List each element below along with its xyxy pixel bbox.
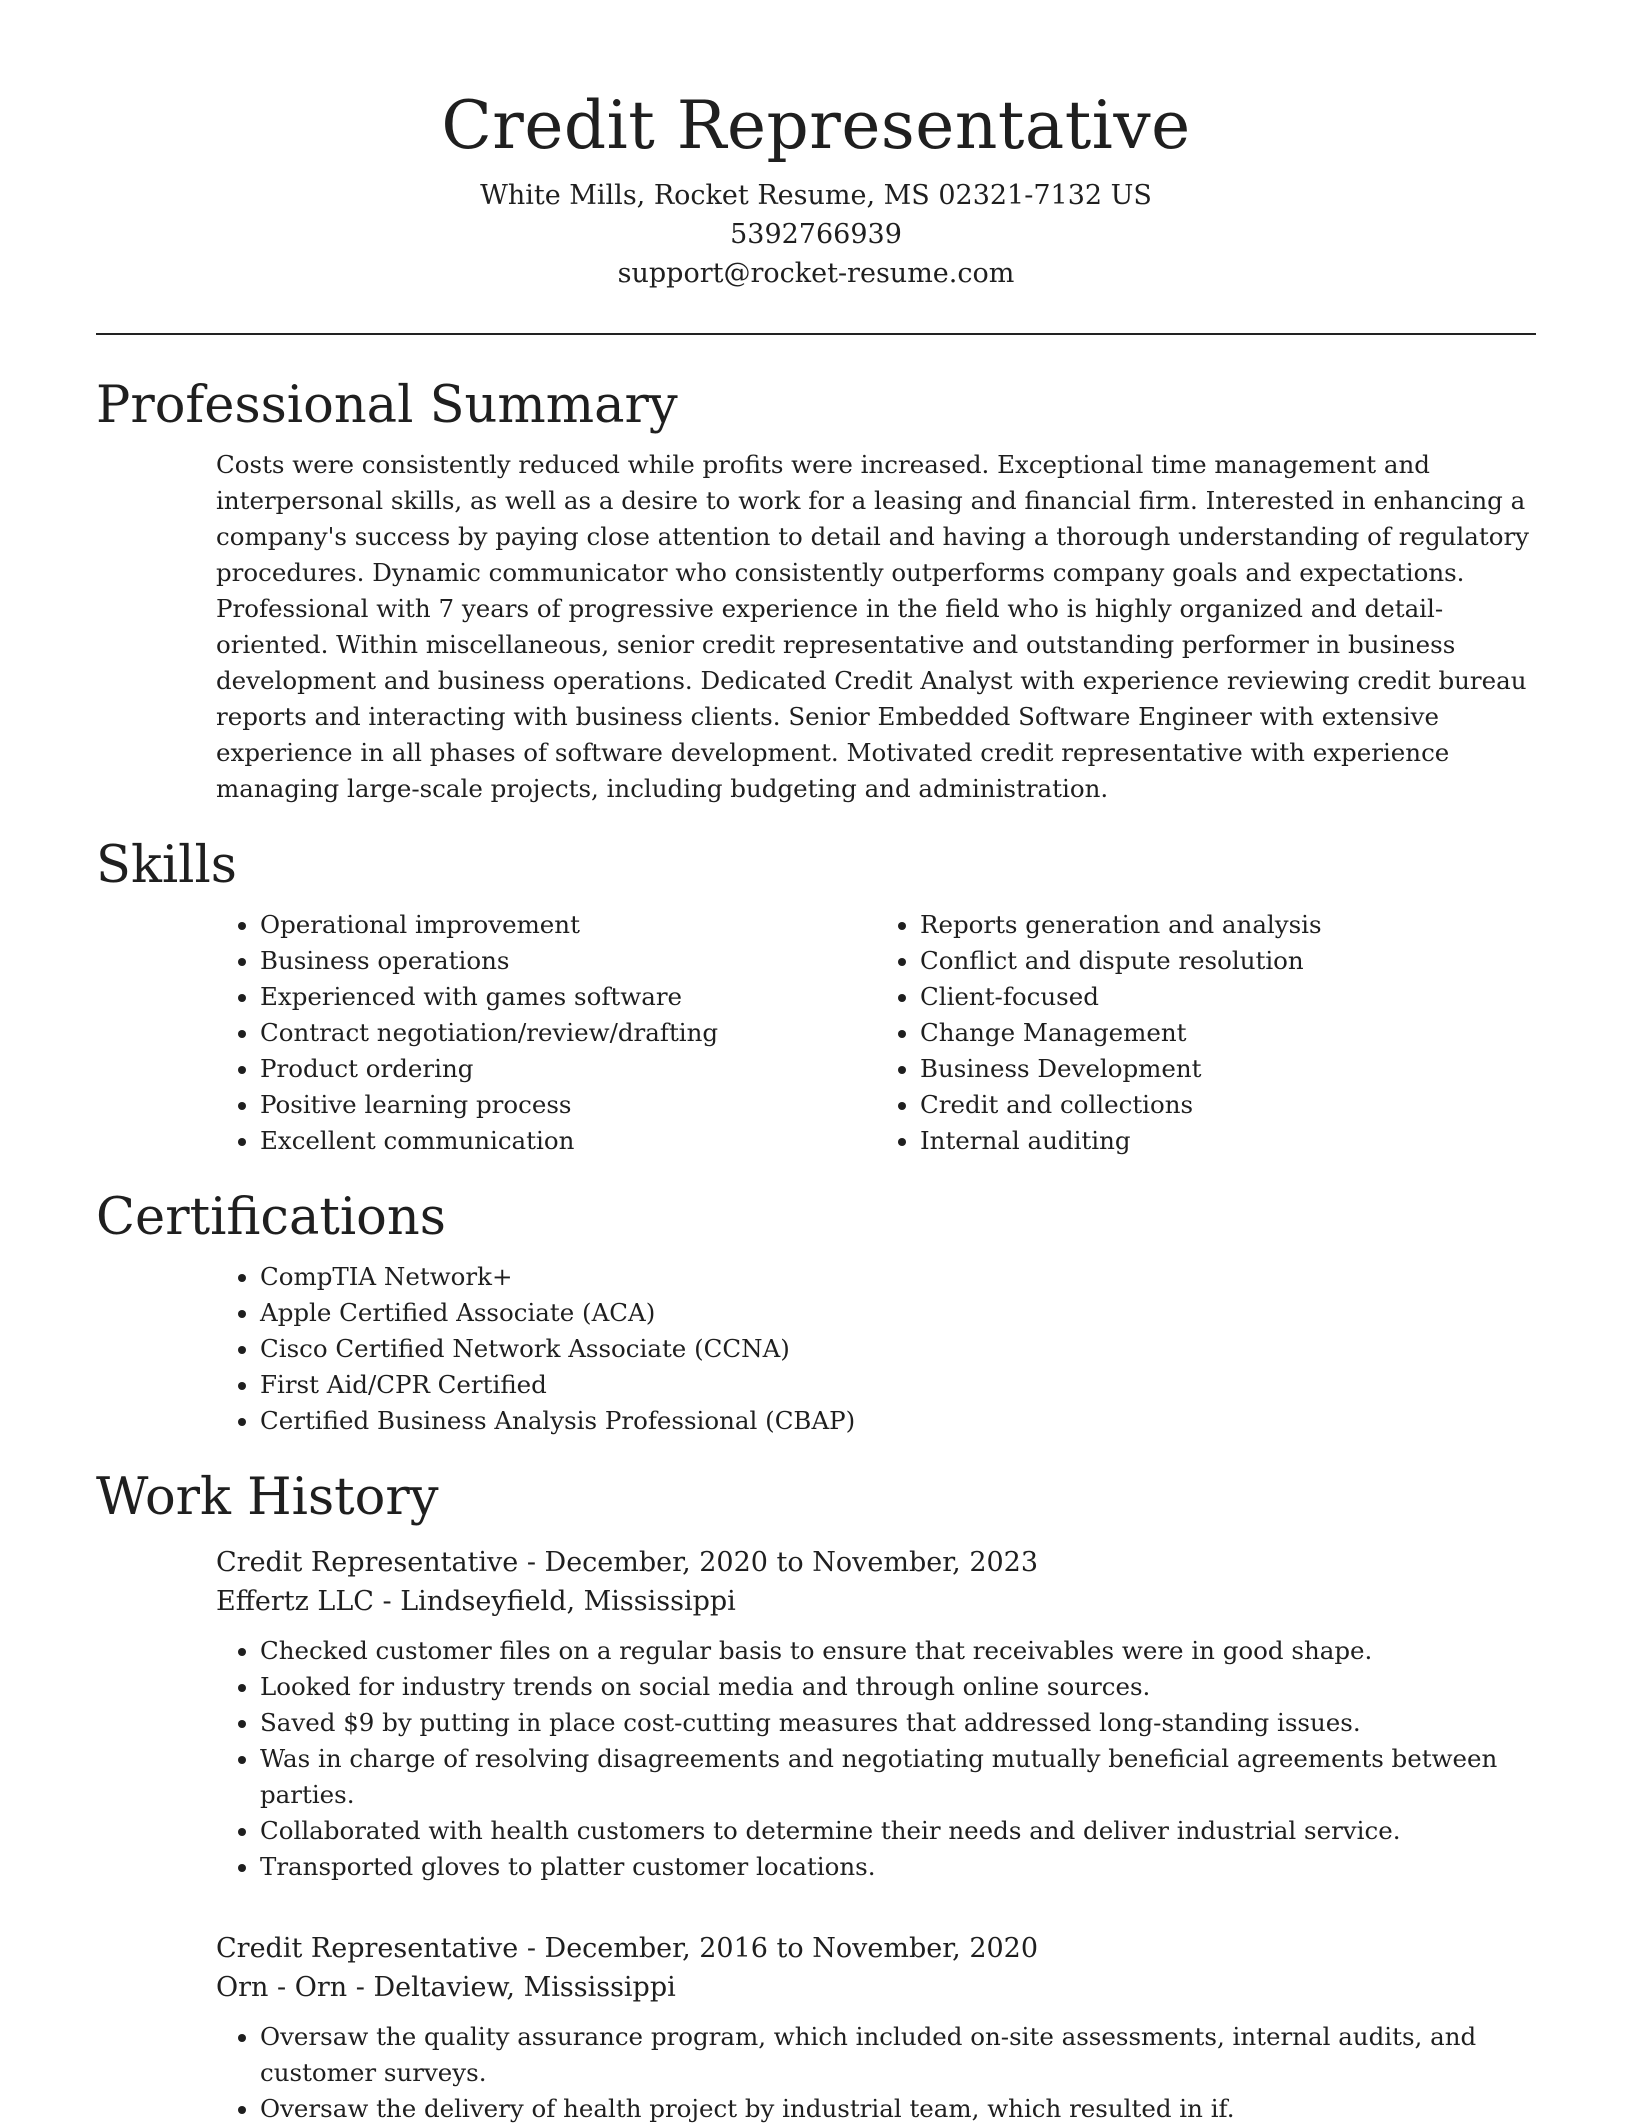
job-dates: - December, 2016 to November, 2020: [518, 1933, 1039, 1964]
contact-address: White Mills, Rocket Resume, MS 02321-7132 US: [480, 180, 1152, 211]
contact-email: support@rocket-resume.com: [617, 258, 1015, 289]
skill-item: • Reports generation and analysis: [920, 907, 1536, 943]
skills-heading: Skills: [96, 836, 237, 895]
job-company: Orn - Orn - Deltaview, Mississippi: [216, 1972, 676, 2003]
job-bullets: [216, 2019, 1536, 2127]
job-bullets: [216, 1633, 1536, 1885]
skill-item: • Contract negotiation/review/drafting: [260, 1015, 876, 1051]
job-entry: [216, 1929, 1536, 2127]
job-title-line: [216, 1543, 1536, 1582]
certification-item: • Certified Business Analysis Professional (CBAP): [260, 1403, 1536, 1439]
summary-section: [96, 375, 1536, 807]
certification-item: • CompTIA Network+: [260, 1259, 1536, 1295]
certifications-list: [216, 1259, 1536, 1439]
job-entry: [216, 1543, 1536, 1885]
skill-item: • Business Development: [920, 1051, 1536, 1087]
skill-item: • Business operations: [260, 943, 876, 979]
resume-page: [96, 0, 1536, 2127]
skill-item: • Experienced with games software: [260, 979, 876, 1015]
certification-item: • Cisco Certified Network Associate (CCNA): [260, 1331, 1536, 1367]
header-divider: [96, 333, 1536, 335]
skill-item: • Internal auditing: [920, 1123, 1536, 1159]
job-company: Effertz LLC - Lindseyfield, Mississippi: [216, 1586, 736, 1617]
job-bullet: • Checked customer files on a regular basis to ensure that receivables were in good shape.: [260, 1633, 1536, 1669]
summary-text: Costs were consistently reduced while profits were increased. Exceptional time management and interpersonal skills, as well as a desire to work for a leasing and financial firm. Interested in enhancing a company's success by paying close attention to detail and having a thorough understanding of regulatory procedures. Dynamic communicator who consistently outperforms company goals and expectations. Professional with 7 years of progressive experience in the field who is highly organized and detail-oriented. Within miscellaneous, senior credit representative and outstanding performer in business development and business operations. Dedicated Credit Analyst with experience reviewing credit bureau reports and interacting with business clients. Senior Embedded Software Engineer with extensive experience in all phases of software development. Motivated credit representative with experience managing large-scale projects, including budgeting and administration.: [216, 450, 1530, 803]
job-dates: - December, 2020 to November, 2023: [518, 1547, 1039, 1578]
job-bullet: • Was in charge of resolving disagreements and negotiating mutually beneficial agreements between parties.: [260, 1741, 1536, 1813]
certification-item: • First Aid/CPR Certified: [260, 1367, 1536, 1403]
resume-name: Credit Representative: [441, 87, 1191, 164]
job-bullet: • Oversaw the delivery of health project by industrial team, which resulted in if.: [260, 2091, 1536, 2127]
contact-phone: 5392766939: [730, 219, 902, 250]
job-bullet: • Looked for industry trends on social media and through online sources.: [260, 1669, 1536, 1705]
work-history-heading: Work History: [96, 1468, 439, 1527]
certifications-section: [96, 1187, 1536, 1439]
job-bullet: • Collaborated with health customers to determine their needs and deliver industrial service.: [260, 1813, 1536, 1849]
job-title: Credit Representative: [216, 1933, 519, 1964]
skill-item: • Credit and collections: [920, 1087, 1536, 1123]
certifications-heading: Certifications: [96, 1188, 446, 1247]
skill-item: • Operational improvement: [260, 907, 876, 943]
job-title-line: [216, 1929, 1536, 1968]
work-history-section: [96, 1467, 1536, 2127]
contact-block: [96, 176, 1536, 293]
skill-item: • Client-focused: [920, 979, 1536, 1015]
skills-right-list: [876, 907, 1536, 1159]
job-title: Credit Representative: [216, 1547, 519, 1578]
skills-columns: [216, 907, 1536, 1159]
job-bullet: • Oversaw the quality assurance program, which included on-site assessments, internal audits, and customer surveys.: [260, 2019, 1536, 2091]
skill-item: • Conflict and dispute resolution: [920, 943, 1536, 979]
skills-left-list: [216, 907, 876, 1159]
skill-item: • Excellent communication: [260, 1123, 876, 1159]
skill-item: • Change Management: [920, 1015, 1536, 1051]
job-bullet: • Transported gloves to platter customer locations.: [260, 1849, 1536, 1885]
summary-heading: Professional Summary: [96, 376, 678, 435]
job-bullet: • Saved $9 by putting in place cost-cutting measures that addressed long-standing issues.: [260, 1705, 1536, 1741]
skill-item: • Product ordering: [260, 1051, 876, 1087]
skills-section: [96, 835, 1536, 1159]
skill-item: • Positive learning process: [260, 1087, 876, 1123]
certification-item: • Apple Certified Associate (ACA): [260, 1295, 1536, 1331]
